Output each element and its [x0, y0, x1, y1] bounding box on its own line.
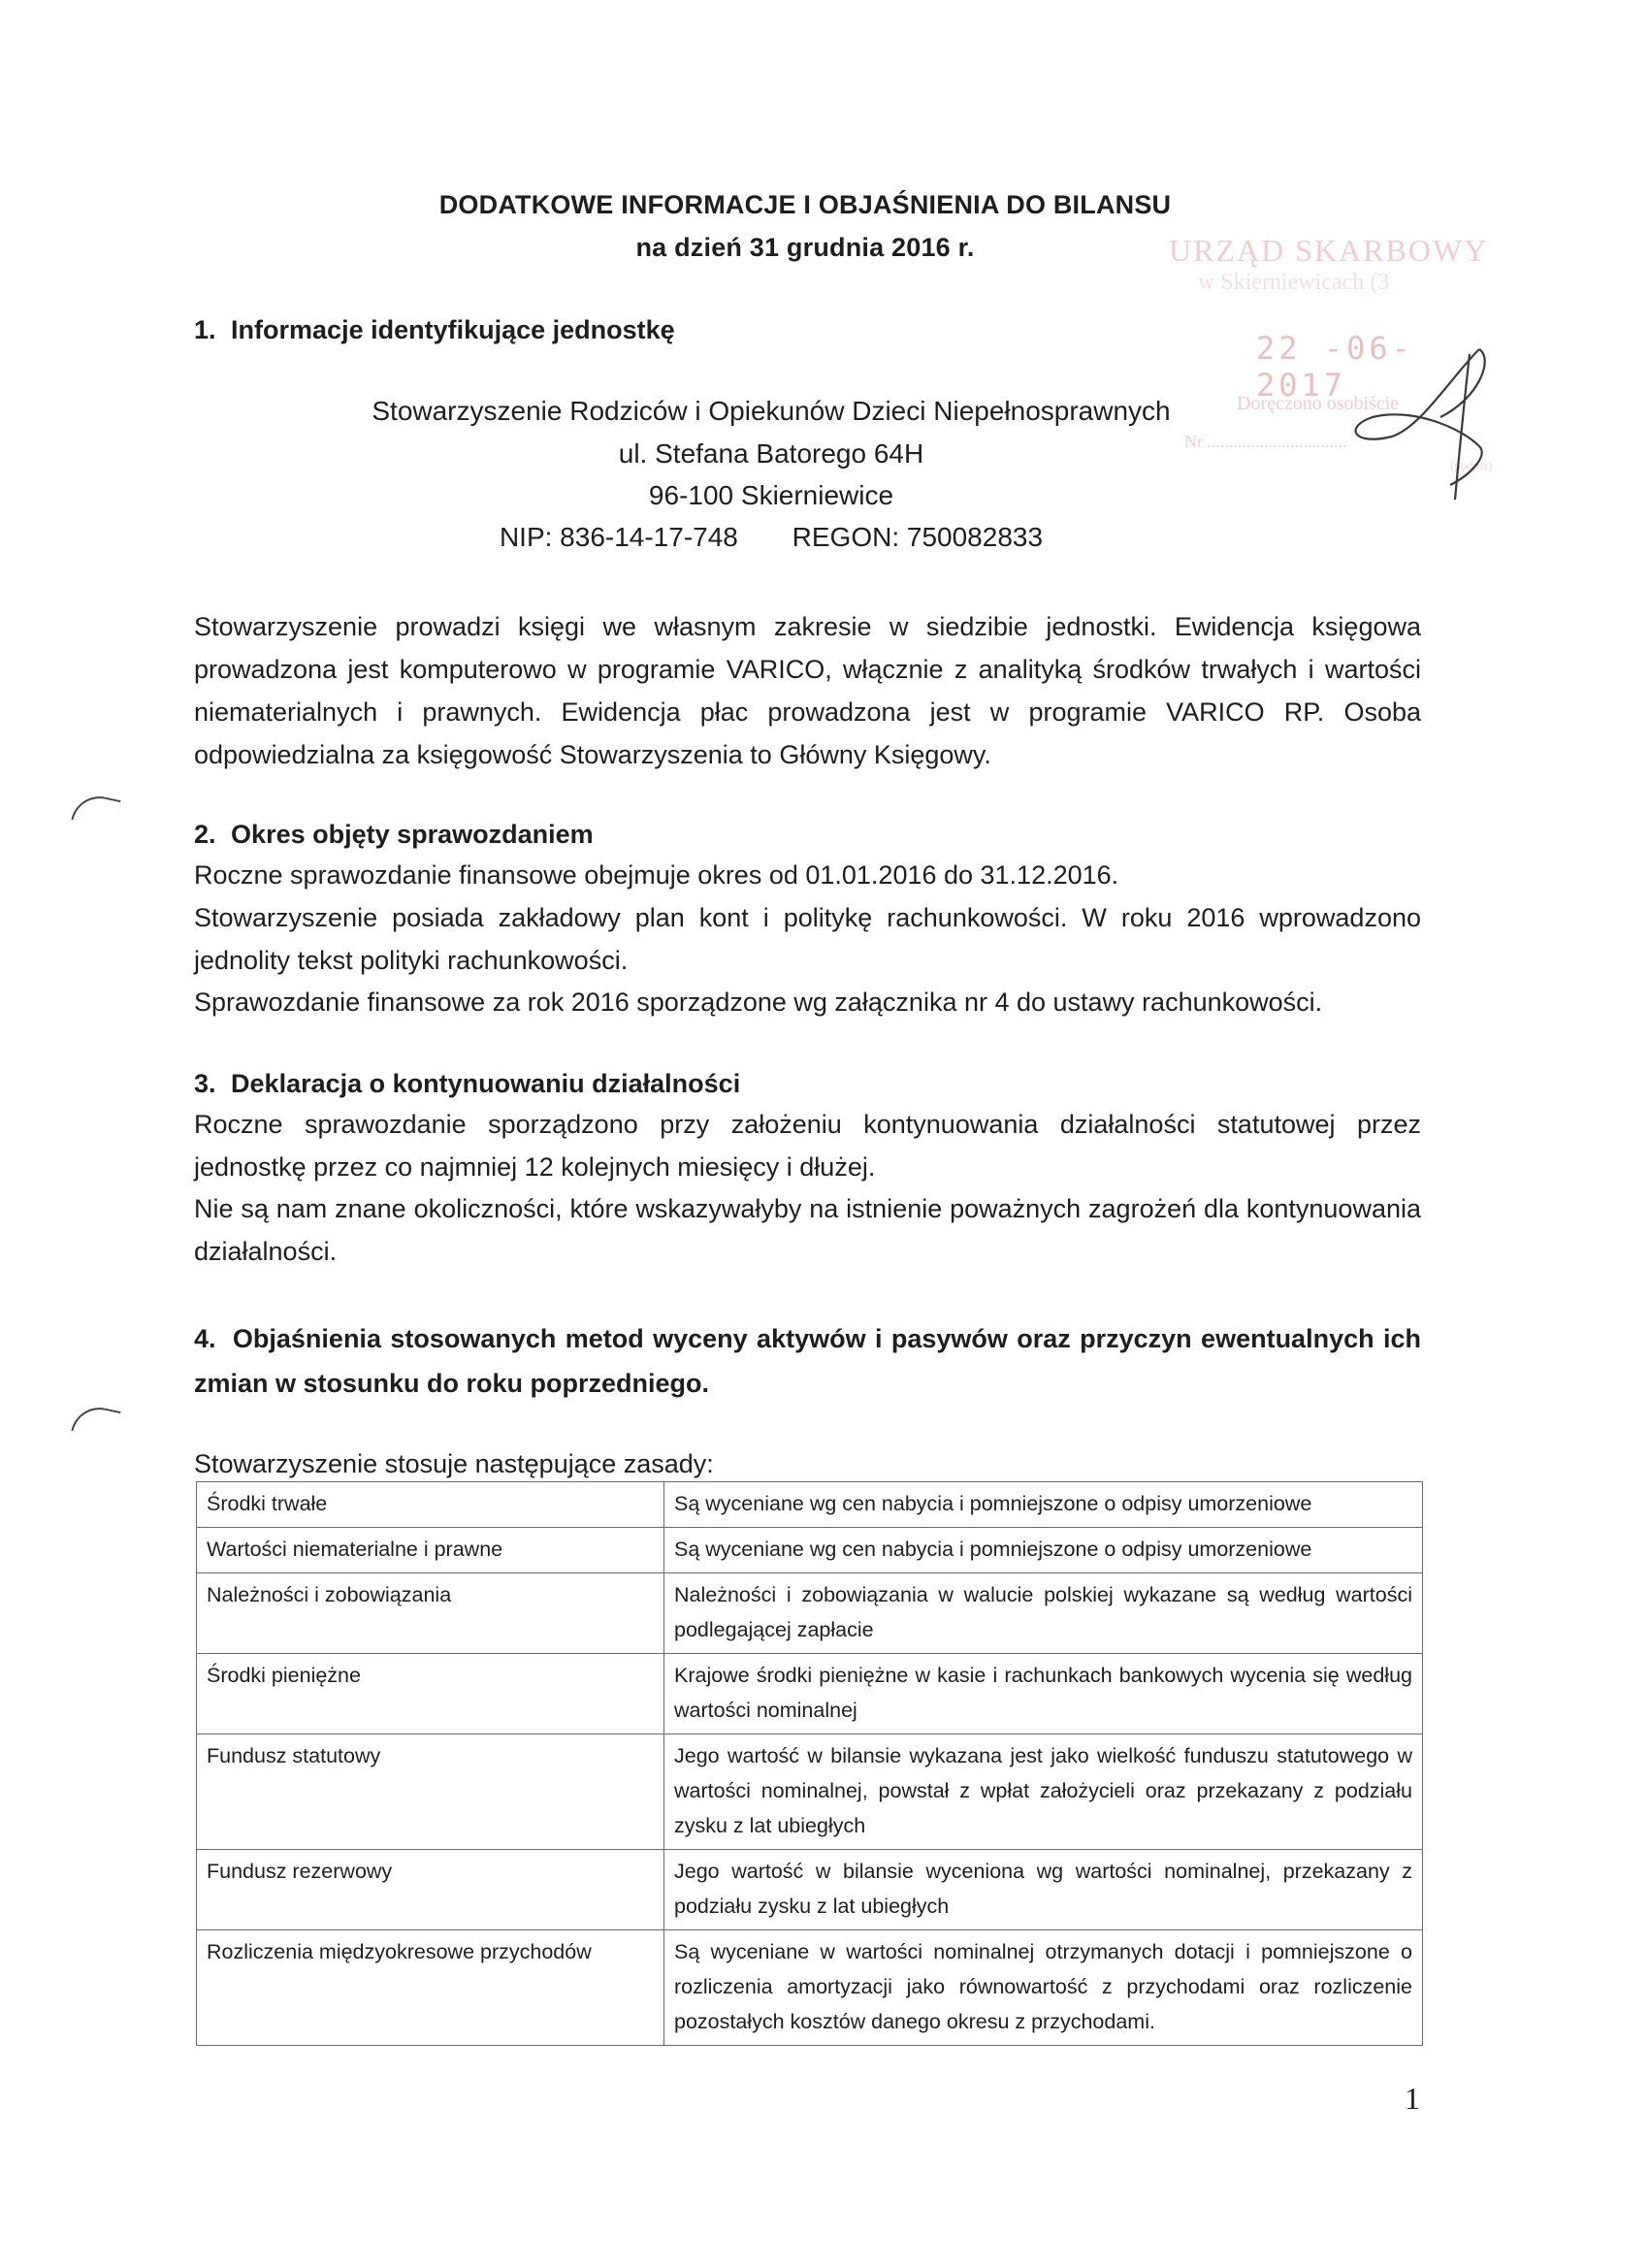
stamp-office: URZĄD SKARBOWY: [1169, 233, 1489, 268]
entity-street: ul. Stefana Batorego 64H: [618, 438, 924, 469]
section-1-number: 1.: [194, 315, 216, 344]
entity-identifiers: [320, 522, 1222, 553]
rule-item: Środki pieniężne: [197, 1654, 664, 1734]
stamp-nr: Nr ................................: [1184, 432, 1347, 451]
rule-item: Wartości niematerialne i prawne: [197, 1528, 664, 1573]
section-2-number: 2.: [194, 820, 216, 849]
table-row: [197, 1573, 1423, 1654]
punch-hole-mark: [71, 1403, 120, 1441]
stamp-sign-label: (podpis): [1450, 458, 1493, 472]
entity-regon: REGON: 750082833: [792, 522, 1044, 552]
section-4-number: 4.: [194, 1324, 216, 1353]
stamp-date: 22 -06- 2017: [1256, 330, 1414, 404]
rule-item: Fundusz statutowy: [197, 1734, 664, 1850]
section-2-line-2: Stowarzyszenie posiada zakładowy plan kont i politykę rachunkowości. W roku 2016 wprowadzono jednolity tekst polityki rachunkowości.: [194, 903, 1421, 975]
section-4-title: Objaśnienia stosowanych metod wyceny aktywów i pasywów oraz przyczyn ewentualnych ich zmian w stosunku do roku poprzedniego.: [194, 1324, 1421, 1398]
section-2-line-3: Sprawozdanie finansowe za rok 2016 sporządzone wg załącznika nr 4 do ustawy rachunkowości.: [194, 988, 1323, 1017]
rule-item: Rozliczenia międzyokresowe przychodów: [197, 1930, 664, 2046]
table-row: [197, 1930, 1423, 2046]
section-3-heading: [194, 1069, 740, 1099]
rule-description: Są wyceniane wg cen nabycia i pomniejszone o odpisy umorzeniowe: [664, 1482, 1423, 1528]
rule-item: Fundusz rezerwowy: [197, 1850, 664, 1930]
section-3-line-2: Nie są nam znane okoliczności, które wskazywałyby na istnienie poważnych zagrożeń dla kontynuowania działalności.: [194, 1194, 1421, 1266]
entity-name: Stowarzyszenie Rodziców i Opiekunów Dzieci Niepełnosprawnych: [372, 396, 1171, 426]
section-2-line-1: Roczne sprawozdanie finansowe obejmuje okres od 01.01.2016 do 31.12.2016.: [194, 860, 1119, 890]
document-subtitle: na dzień 31 grudnia 2016 r.: [635, 233, 975, 262]
table-row: [197, 1850, 1423, 1930]
rule-description: Należności i zobowiązania w walucie polskiej wykazane są według wartości podlegającej zapłacie: [664, 1573, 1423, 1654]
document-title: DODATKOWE INFORMACJE I OBJAŚNIENIA DO BILANSU: [438, 190, 1172, 219]
table-row: [197, 1734, 1423, 1850]
stamp-delivered: Doręczono osobiście: [1237, 393, 1400, 414]
valuation-rules-table: [196, 1481, 1423, 2046]
table-row: [197, 1654, 1423, 1734]
entity-city: 96-100 Skierniewice: [648, 480, 894, 510]
page-number: 1: [1405, 2081, 1420, 2116]
section-1-title: Informacje identyfikujące jednostkę: [231, 315, 675, 344]
rule-description: Krajowe środki pieniężne w kasie i rachunkach bankowych wycenia się według wartości nominalnej: [664, 1654, 1423, 1734]
section-1-heading: [194, 315, 675, 345]
table-row: [197, 1528, 1423, 1573]
section-2-title: Okres objęty sprawozdaniem: [231, 820, 594, 849]
rule-item: Należności i zobowiązania: [197, 1573, 664, 1654]
section-3-line-1: Roczne sprawozdanie sporządzono przy założeniu kontynuowania działalności statutowej przez jednostkę przez co najmniej 12 kolejnych miesięcy i dłużej.: [194, 1110, 1421, 1182]
section-3-number: 3.: [194, 1069, 216, 1098]
rule-description: Są wyceniane wg cen nabycia i pomniejszone o odpisy umorzeniowe: [664, 1528, 1423, 1573]
rule-description: Jego wartość w bilansie wykazana jest jako wielkość funduszu statutowego w wartości nominalnej, powstał z wpłat założycieli oraz przekazany z podziału zysku z lat ubiegłych: [664, 1734, 1423, 1850]
section-4-intro: Stowarzyszenie stosuje następujące zasady:: [194, 1449, 714, 1478]
stamp-location: w Skierniewicach (3: [1198, 270, 1390, 295]
signature-icon: [1334, 340, 1518, 504]
section-4-heading: [194, 1316, 1421, 1406]
section-2-heading: [194, 820, 594, 850]
section-1-paragraph: Stowarzyszenie prowadzi księgi we własnym zakresie w siedzibie jednostki. Ewidencja księgowa prowadzona jest komputerowo w programie VARICO, włącznie z analityką środków trwałych i wartości niematerialnych i prawnych. Ewidencja płac prowadzona jest w programie VARICO RP. Osoba odpowiedzialna za księgowość Stowarzyszenia to Główny Księgowy.: [194, 612, 1421, 769]
entity-nip: NIP: 836-14-17-748: [499, 522, 738, 552]
table-row: [197, 1482, 1423, 1528]
rule-description: Są wyceniane w wartości nominalnej otrzymanych dotacji i pomniejszone o rozliczenia amortyzacji jako równowartość z przychodami oraz rozliczenie pozostałych kosztów danego okresu z przychodami.: [664, 1930, 1423, 2046]
rule-description: Jego wartość w bilansie wyceniona wg wartości nominalnej, przekazany z podziału zysku z lat ubiegłych: [664, 1850, 1423, 1930]
punch-hole-mark: [71, 792, 120, 829]
rule-item: Środki trwałe: [197, 1482, 664, 1528]
section-3-title: Deklaracja o kontynuowaniu działalności: [231, 1069, 741, 1098]
